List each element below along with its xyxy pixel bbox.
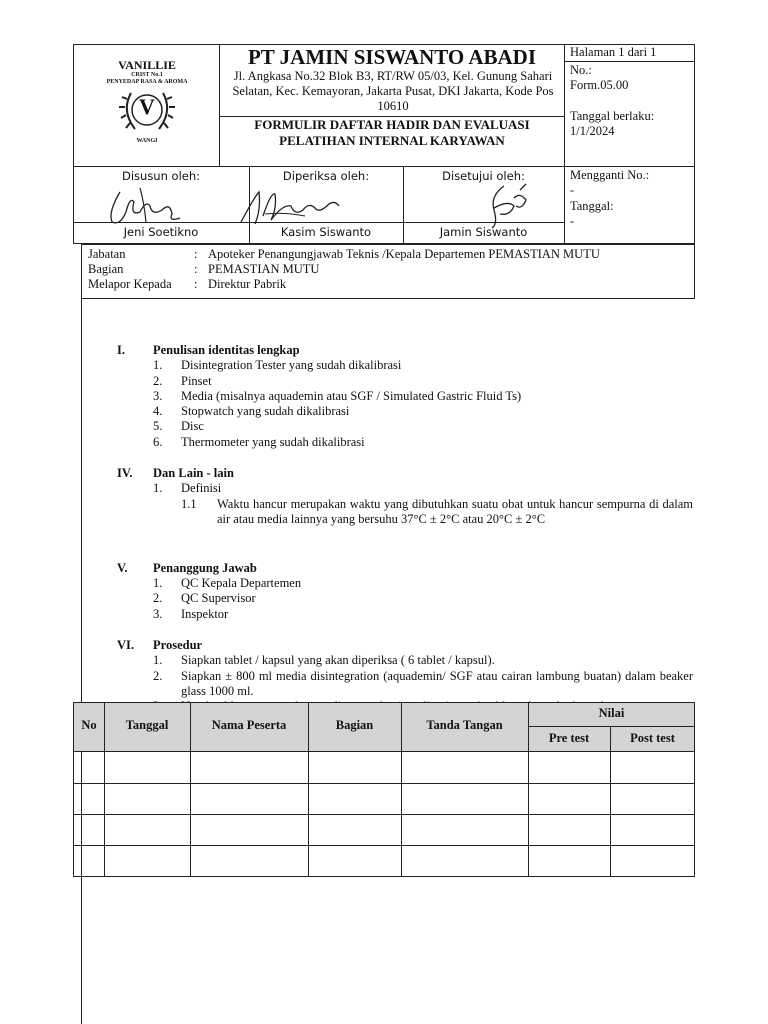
checked-by-label: Diperiksa oleh: <box>282 169 370 183</box>
list-item: Pinset <box>181 374 212 388</box>
list-item: Disc <box>181 419 204 433</box>
section-number: VI. <box>117 638 135 652</box>
col-header-pre: Pre test <box>548 731 590 745</box>
divider <box>528 726 695 727</box>
section-number: V. <box>117 561 128 575</box>
logo-line1: CRIST No.1 <box>131 72 163 78</box>
signature-checked <box>235 186 345 230</box>
list-item: Definisi <box>181 481 222 495</box>
list-number: 1. <box>153 481 163 495</box>
info-label: Bagian <box>88 262 124 276</box>
list-number: 1.1 <box>181 497 197 511</box>
signature-prepared <box>100 182 190 230</box>
list-number: 2. <box>153 591 163 605</box>
list-item: QC Kepala Departemen <box>181 576 302 590</box>
col-header-date: Tanggal <box>125 718 169 732</box>
list-item: Media (misalnya aquademin atau SGF / Simulated Gastric Fluid Ts) <box>181 389 522 403</box>
info-sep: : <box>194 277 198 291</box>
logo-line3: WANGI <box>136 138 158 144</box>
list-item: Disintegration Tester yang sudah dikalibrasi <box>181 358 402 372</box>
company-name: PT JAMIN SISWANTO ABADI <box>247 45 537 69</box>
replace-date-value: - <box>570 214 575 228</box>
col-header-sign: Tanda Tangan <box>426 718 503 732</box>
info-value: Apoteker Penangungjawab Teknis /Kepala Departemen PEMASTIAN MUTU <box>208 247 600 261</box>
divider <box>564 44 565 244</box>
approved-by-name: Jamin Siswanto <box>439 225 528 239</box>
divider <box>528 702 529 877</box>
list-number: 1. <box>153 576 163 590</box>
page-left-border <box>81 299 82 1024</box>
prepared-by-name: Jeni Soetikno <box>123 225 199 239</box>
col-header-post: Post test <box>630 731 675 745</box>
checked-by-name: Kasim Siswanto <box>280 225 372 239</box>
prepared-by-label: Disusun oleh: <box>121 169 201 183</box>
info-label: Jabatan <box>88 247 126 261</box>
logo-monogram: V <box>139 94 155 119</box>
list-number: 6. <box>153 435 163 449</box>
company-logo <box>80 52 214 162</box>
page-info: Halaman 1 dari 1 <box>570 45 657 59</box>
approved-by-label: Disetujui oleh: <box>442 169 525 183</box>
col-header-score: Nilai <box>598 706 625 720</box>
divider <box>219 44 220 167</box>
divider <box>564 61 695 62</box>
list-item: Siapkan ± 800 ml media disintegration (aquademin/ SGF atau cairan lambung buatan) dalam beaker glass 1000 ml. <box>181 669 693 698</box>
divider <box>73 751 695 752</box>
list-item: Siapkan tablet / kapsul yang akan diperiksa ( 6 tablet / kapsul). <box>181 653 495 667</box>
list-number: 4. <box>153 404 163 418</box>
list-item: QC Supervisor <box>181 591 256 605</box>
replace-no-value: - <box>570 183 575 197</box>
section-number: I. <box>117 343 125 357</box>
list-number: 3. <box>153 389 163 403</box>
section-title: Dan Lain - lain <box>153 466 234 480</box>
section-title: Prosedur <box>153 638 203 652</box>
effective-date-label: Tanggal berlaku: <box>570 109 655 123</box>
list-item: Inspektor <box>181 607 229 621</box>
col-header-dept: Bagian <box>335 718 374 732</box>
list-number: 5. <box>153 419 163 433</box>
list-item: Thermometer yang sudah dikalibrasi <box>181 435 365 449</box>
info-value: Direktur Pabrik <box>208 277 287 291</box>
effective-date-value: 1/1/2024 <box>570 124 615 138</box>
replace-date-label: Tanggal: <box>570 199 614 213</box>
form-title: FORMULIR DAFTAR HADIR DAN EVALUASI PELATIHAN INTERNAL KARYAWAN <box>254 117 530 148</box>
section-title: Penulisan identitas lengkap <box>153 343 300 357</box>
info-sep: : <box>194 262 198 276</box>
form-no-label: No.: <box>570 63 592 77</box>
table-row <box>73 783 695 784</box>
company-address: Jl. Angkasa No.32 Blok B3, RT/RW 05/03, Kel. Gunung Sahari Selatan, Kec. Kemayoran, Jakarta Pusat, DKI Jakarta, Kode Pos 10610 <box>232 69 554 113</box>
logo-line2: PENYEDAP RASA & AROMA <box>106 79 188 85</box>
divider <box>73 166 695 167</box>
list-number: 1. <box>153 358 163 372</box>
table-row <box>73 845 695 846</box>
list-item: Stopwatch yang sudah dikalibrasi <box>181 404 350 418</box>
section-title: Penanggung Jawab <box>153 561 257 575</box>
form-no-value: Form.05.00 <box>570 78 629 92</box>
col-header-no: No <box>81 718 97 732</box>
divider <box>610 726 611 877</box>
signature-approved <box>480 180 540 230</box>
logo-brand: VANILLIE <box>118 58 176 72</box>
definition-text: Waktu hancur merupakan waktu yang dibutuhkan suatu obat untuk hancur sempurna di dalam air atau media lainnya yang bersuhu 37°C ± 2°C atau 20°C ± 2°C <box>217 497 693 526</box>
replace-no-label: Mengganti No.: <box>570 168 650 182</box>
info-value: PEMASTIAN MUTU <box>208 262 320 276</box>
list-number: 3. <box>153 607 163 621</box>
list-number: 1. <box>153 653 163 667</box>
list-number: 2. <box>153 669 163 683</box>
info-sep: : <box>194 247 198 261</box>
section-number: IV. <box>117 466 133 480</box>
list-number: 2. <box>153 374 163 388</box>
table-row <box>73 814 695 815</box>
col-header-name: Nama Peserta <box>211 718 287 732</box>
info-label: Melapor Kepada <box>88 277 172 291</box>
